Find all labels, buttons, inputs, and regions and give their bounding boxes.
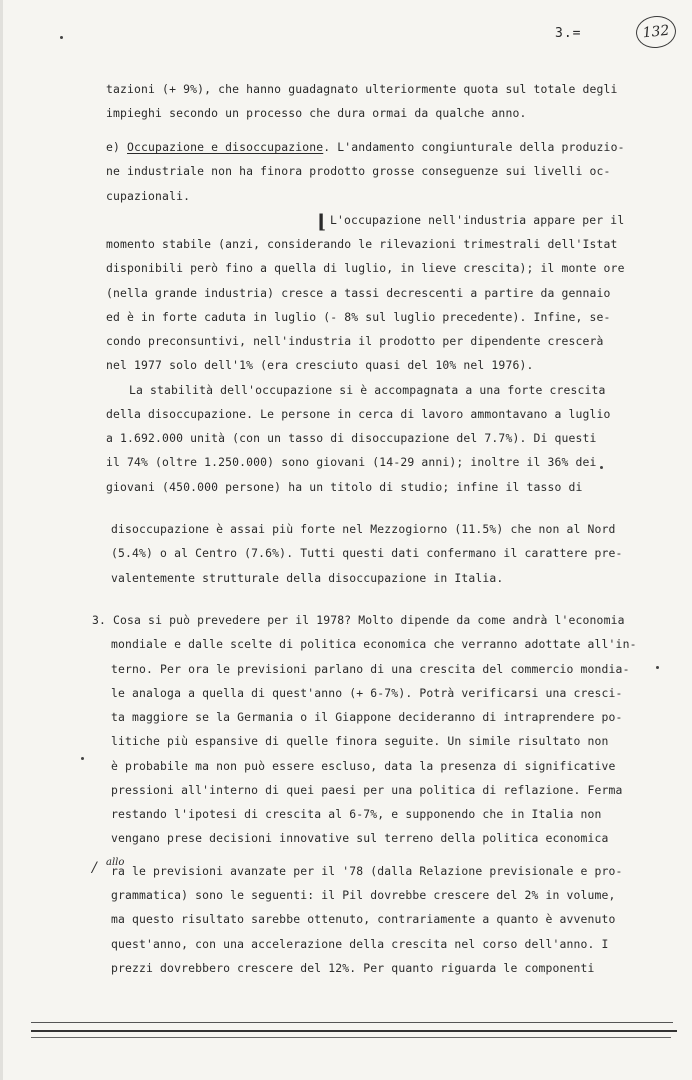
- text-line: il 74% (oltre 1.250.000) sono giovani (14-29 anni); inoltre il 36% dei: [106, 455, 597, 469]
- text-line: litiche più espansive di quelle finora seguite. Un simile risultato non: [111, 734, 609, 748]
- text-line: della disoccupazione. Le persone in cerca di lavoro ammontavano a luglio: [106, 407, 611, 421]
- text-line: vengano prese decisioni innovative sul terreno della politica economica: [111, 831, 609, 845]
- text-line: disponibili però fino a quella di luglio, in lieve crescita); il monte ore: [106, 261, 625, 275]
- text-line: quest'anno, con una accelerazione della crescita nel corso dell'anno. I: [111, 937, 609, 951]
- text-line: pressioni all'interno di quei paesi per una politica di reflazione. Ferma: [111, 783, 623, 797]
- text-line: restando l'ipotesi di crescita al 6-7%, e supponendo che in Italia non: [111, 807, 602, 821]
- speck: [81, 757, 84, 760]
- text-line: (5.4%) o al Centro (7.6%). Tutti questi dati confermano il carattere pre-: [111, 546, 623, 560]
- text-line: momento stabile (anzi, considerando le rilevazioni trimestrali dell'Istat: [106, 237, 618, 251]
- text-line: tazioni (+ 9%), che hanno guadagnato ulteriormente quota sul totale degli: [106, 82, 618, 96]
- text-line: grammatica) sono le seguenti: il Pil dovrebbe crescere del 2% in volume,: [111, 888, 616, 902]
- text-line: disoccupazione è assai più forte nel Mezzogiorno (11.5%) che non al Nord: [111, 522, 616, 536]
- text-line: ed è in forte caduta in luglio (- 8% sul luglio precedente). Infine, se-: [106, 310, 611, 324]
- text-line: 3. Cosa si può prevedere per il 1978? Molto dipende da come andrà l'economia: [92, 613, 625, 627]
- text-line: terno. Per ora le previsioni parlano di una crescita del commercio mondia-: [111, 662, 630, 676]
- divider-line: [31, 1037, 671, 1038]
- text-line: valentemente strutturale della disoccupazione in Italia.: [111, 571, 504, 585]
- handwritten-bracket-icon: ⌊: [317, 211, 326, 233]
- text-line: ne industriale non ha finora prodotto grosse conseguenze sui livelli oc-: [106, 164, 611, 178]
- text-line: mondiale e dalle scelte di politica economica che verranno adottate all'in-: [111, 637, 637, 651]
- text-line: (nella grande industria) cresce a tassi decrescenti a partire da gennaio: [106, 286, 611, 300]
- text-line: nel 1977 solo dell'1% (era cresciuto quasi del 10% nel 1976).: [106, 358, 534, 372]
- page-number: 3.=: [555, 26, 582, 41]
- text-line: prezzi dovrebbero crescere del 12%. Per quanto riguarda le componenti: [111, 961, 595, 975]
- text-line: le analoga a quella di quest'anno (+ 6-7%). Potrà verificarsi una cresci-: [111, 686, 623, 700]
- text-line: impieghi secondo un processo che dura ormai da qualche anno.: [106, 106, 527, 120]
- insertion-mark-icon: /: [92, 860, 97, 876]
- archive-stamp-number: 132: [634, 14, 677, 50]
- speck: [60, 36, 63, 39]
- text-line: è probabile ma non può essere escluso, data la presenza di significative: [111, 759, 616, 773]
- speck: [656, 666, 659, 669]
- section-marker: e): [106, 140, 128, 154]
- text-line: . L'andamento congiunturale della produzio-: [323, 140, 625, 154]
- handwritten-insert: allo: [106, 857, 125, 868]
- text-line: condo preconsuntivi, nell'industria il prodotto per dipendente crescerà: [106, 334, 604, 348]
- text-line: ma questo risultato sarebbe ottenuto, contrariamente a quanto è avvenuto: [111, 912, 616, 926]
- section-title: Occupazione e disoccupazione: [127, 140, 324, 154]
- text-line: giovani (450.000 persone) ha un titolo di studio; infine il tasso di: [106, 480, 583, 494]
- text-line: ta maggiore se la Germania o il Giappone decideranno di intraprendere po-: [111, 710, 623, 724]
- text-line: cupazionali.: [106, 189, 191, 203]
- text-line: a 1.692.000 unità (con un tasso di disoccupazione del 7.7%). Di questi: [106, 431, 597, 445]
- divider-line: [31, 1022, 673, 1023]
- text-line: L'occupazione nell'industria appare per il: [330, 213, 625, 227]
- divider-line: [31, 1030, 677, 1032]
- speck: [600, 466, 603, 469]
- text-line: ra le previsioni avanzate per il '78 (dalla Relazione previsionale e pro-: [111, 864, 623, 878]
- text-line: La stabilità dell'occupazione si è accompagnata a una forte crescita: [129, 383, 606, 397]
- section-heading-line: [106, 140, 625, 154]
